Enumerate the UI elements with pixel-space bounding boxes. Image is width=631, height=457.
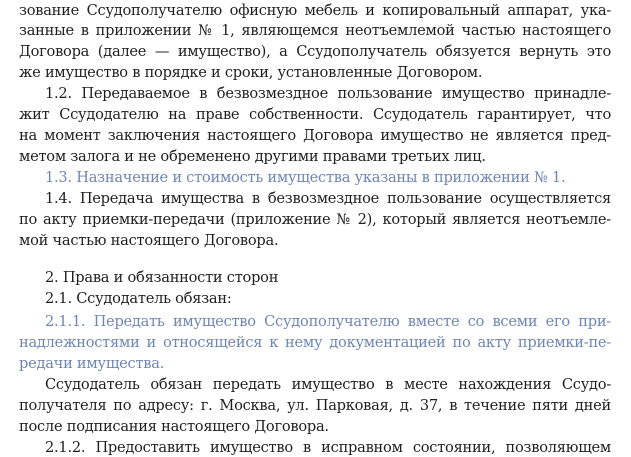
paragraph-line: надлежностями и относящейся к нему документацией по акту приемки-пе- <box>19 334 611 351</box>
paragraph-line: 2.1.1. Передать имущество Ссудополучателю вместе со всеми его при- <box>45 313 611 330</box>
paragraph-line: метом залога и не обременено другими правами третьих лиц. <box>19 148 486 165</box>
paragraph-line: получателя по адресу: г. Москва, ул. Парковая, д. 37, в течение пяти дней <box>19 397 611 414</box>
paragraph-line: после подписания настоящего Договора. <box>19 418 329 435</box>
paragraph-line: зование Ссудополучателю офисную мебель и копировальный аппарат, ука- <box>19 2 611 19</box>
paragraph-line: жит Ссудодателю на праве собственности. Ссудодатель гарантирует, что <box>19 106 611 123</box>
paragraph-line: 1.2. Передаваемое в безвозмездное пользование имущество принадле- <box>45 85 611 102</box>
paragraph-line: занные в приложении № 1, являющемся неотъемлемой частью настоящего <box>19 22 611 39</box>
paragraph-line: Договора (далее — имущество), а Ссудополучатель обязуется вернуть это <box>19 43 611 60</box>
section-heading: 2. Права и обязанности сторон <box>45 269 279 286</box>
paragraph-line: по акту приемки-передачи (приложение № 2), который является неотъемле- <box>19 211 611 228</box>
paragraph-line: на момент заключения настоящего Договора имущество не является пред- <box>19 127 611 144</box>
paragraph-line: мой частью настоящего Договора. <box>19 232 279 249</box>
subsection-heading: 2.1. Ссудодатель обязан: <box>45 290 232 307</box>
paragraph-line: редачи имущества. <box>19 355 165 372</box>
paragraph-line: 1.4. Передача имущества в безвозмездное пользование осуществляется <box>45 190 611 207</box>
paragraph-line: 1.3. Назначение и стоимость имущества указаны в приложении № 1. <box>45 169 566 186</box>
paragraph-line: 2.1.2. Предоставить имущество в исправном состоянии, позволяющем <box>45 439 611 456</box>
paragraph-line: Ссудодатель обязан передать имущество в месте нахождения Ссудо- <box>45 376 611 393</box>
paragraph-line: же имущество в порядке и сроки, установленные Договором. <box>19 64 483 81</box>
